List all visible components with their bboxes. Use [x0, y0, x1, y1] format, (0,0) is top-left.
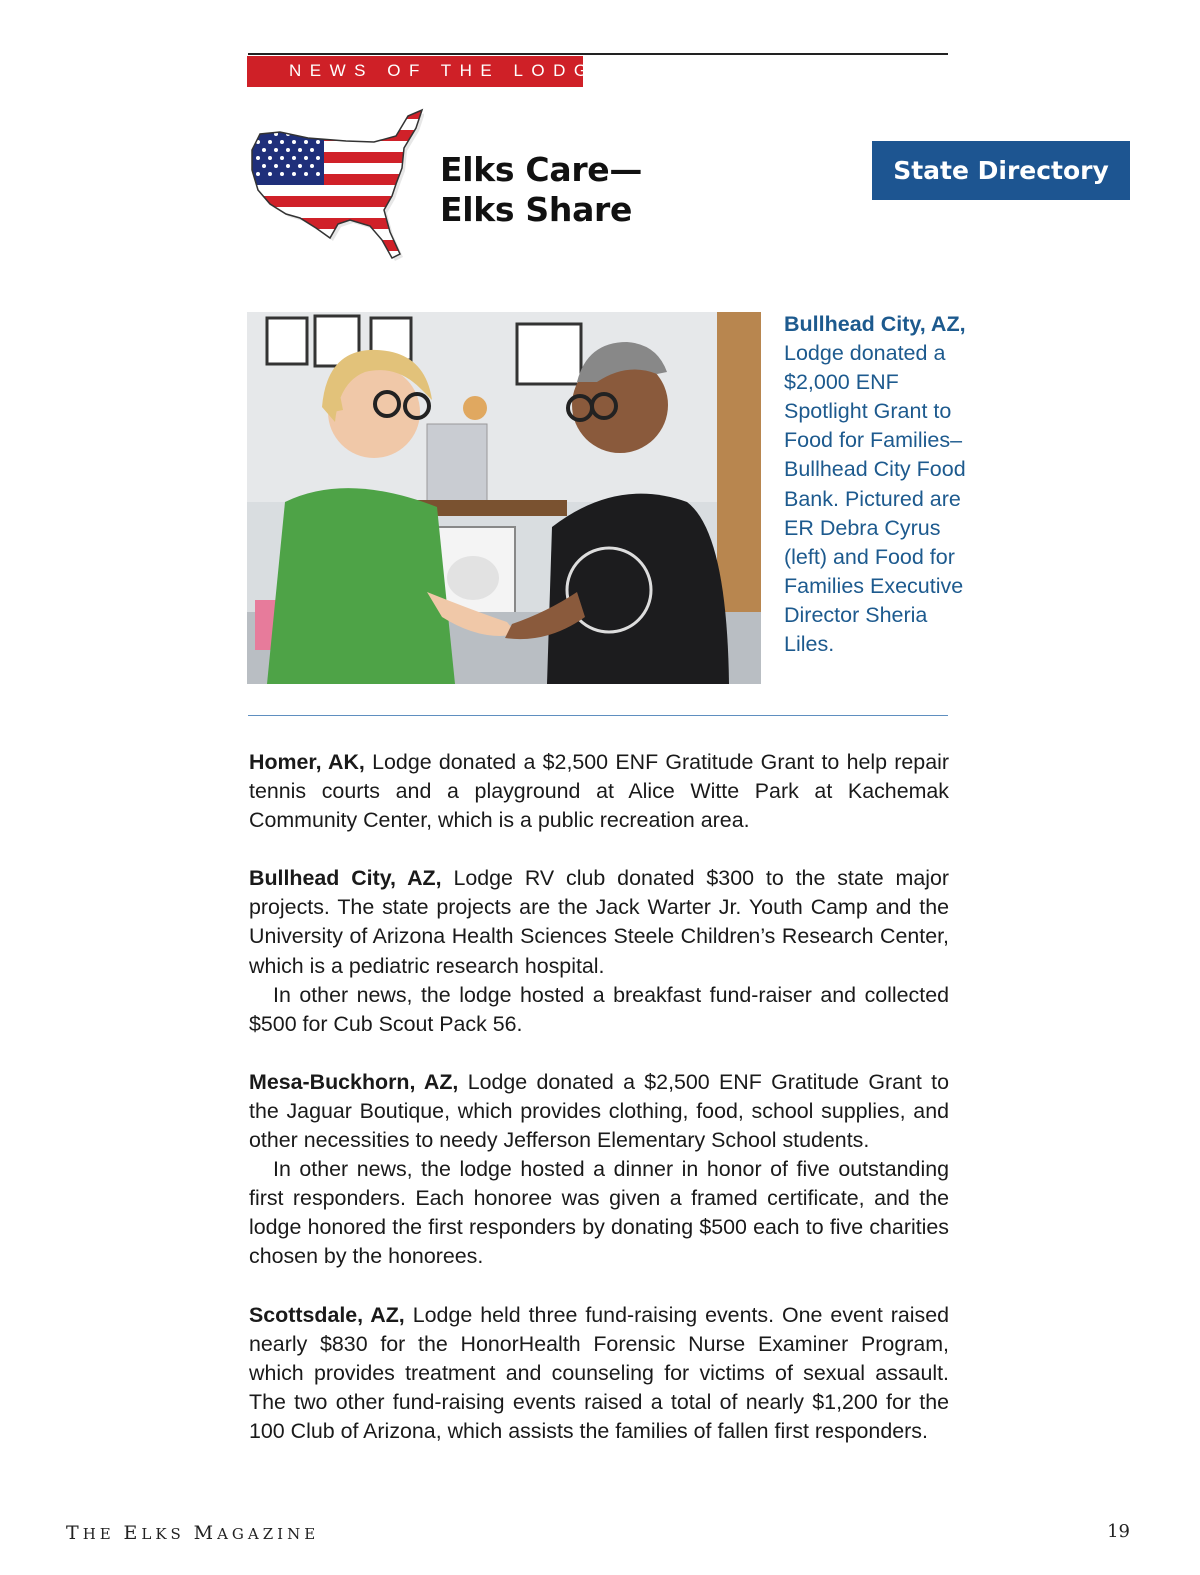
article-more: In other news, the lodge hosted a breakfast fund-raiser and collected $500 for Cub Scout Pack 56. [249, 982, 949, 1036]
caption-lodge: Bullhead City, AZ, [784, 312, 966, 336]
article-bullhead [249, 864, 949, 980]
title-line-2: Elks Share [440, 190, 633, 229]
magazine-name: THE ELKS MAGAZINE [66, 1522, 320, 1544]
article-more: In other news, the lodge hosted a dinner in honor of five outstanding first responders. Each honoree was given a framed certificate, and the lodge honored the first responders by donating $500 each to five charities chosen by the honorees. [249, 1157, 949, 1269]
article-homer [249, 748, 949, 835]
section-label: NEWS OF THE LODGES [247, 56, 583, 87]
article-lodge: Scottsdale, AZ, [249, 1302, 405, 1327]
article-lodge: Homer, AK, [249, 750, 365, 774]
article-text: Lodge donated a $2,500 ENF Gratitude Grant to the Jaguar Boutique, which provides clothing, food, school supplies, and other necessities to needy Jefferson Elementary School students. [249, 1069, 949, 1153]
us-flag-map-icon [246, 108, 424, 262]
article-text: Lodge held three fund-raising events. One event raised nearly $830 for the HonorHealth Forensic Nurse Examiner Program, which provides treatment and counseling for victims of sexual assault. The two other fund-raising events raised a total of nearly $1,200 for the 100 Club of Arizona, which assists the families of fallen first responders. [249, 1302, 949, 1443]
state-directory-button[interactable]: State Directory [872, 141, 1130, 200]
article-text: Lodge donated a $2,500 ENF Gratitude Grant to help repair tennis courts and a playground at Alice Witte Park at Kachemak Community Center, which is a public recreation area. [249, 750, 949, 833]
divider [248, 715, 948, 716]
article-scottsdale [249, 1301, 949, 1446]
article-lodge: Bullhead City, AZ, [249, 866, 442, 891]
page-number: 19 [1107, 1521, 1130, 1542]
article-text: Lodge RV club donated $300 to the state major projects. The state projects are the Jack Warter Jr. Youth Camp and the University of Arizona Health Sciences Steele Children’s Research Center, which is a pediatric research hospital. [249, 866, 949, 978]
caption-text: Lodge donated a $2,000 ENF Spotlight Grant to Food for Families–Bullhead City Food Bank. Pictured are ER Debra Cyrus (left) and Food for Families Executive Director Sheria Liles. [784, 341, 966, 657]
top-rule [248, 53, 948, 55]
photo-caption [784, 310, 974, 659]
article-mesa [249, 1068, 949, 1155]
article-lodge: Mesa-Buckhorn, AZ, [249, 1069, 459, 1094]
lodge-news [249, 748, 949, 1446]
title-line-1: Elks Care— [440, 150, 643, 189]
lodge-photo [247, 312, 761, 684]
page-title [440, 150, 642, 230]
